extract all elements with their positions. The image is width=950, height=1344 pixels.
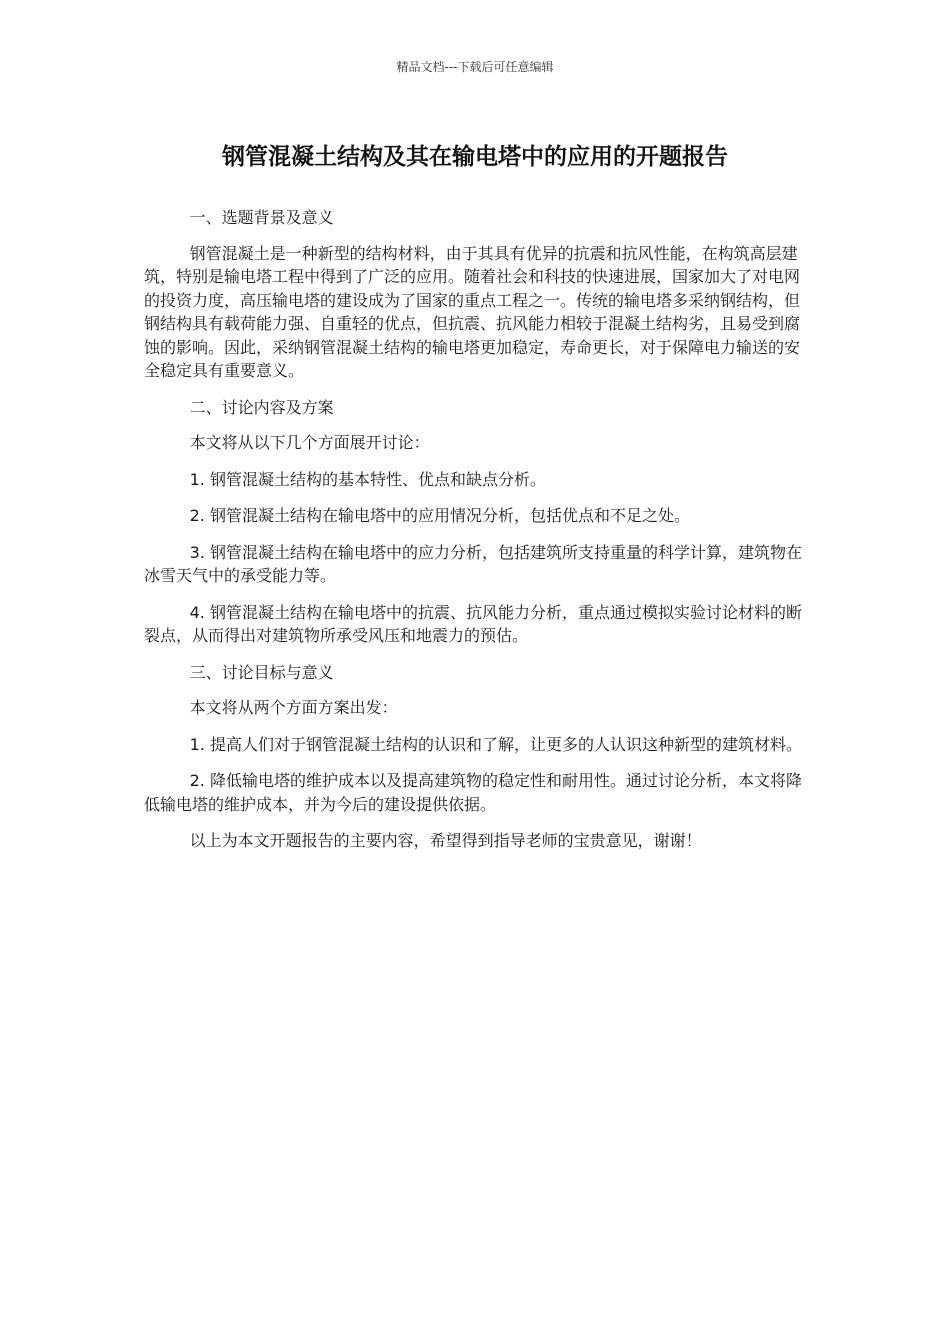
section-2-item-3: 3. 钢管混凝土结构在输电塔中的应力分析，包括建筑所支持重量的科学计算，建筑物在冰雪天气中的承受能力等。 [144,542,802,585]
section-2-heading: 二、讨论内容及方案 [189,397,334,417]
closing-paragraph: 以上为本文开题报告的主要内容，希望得到指导老师的宝贵意见，谢谢！ [189,831,702,850]
section-2-item-4: 4. 钢管混凝土结构在输电塔中的抗震、抗风能力分析，重点通过模拟实验讨论材料的断裂点，从而得出对建筑物所承受风压和地震力的预估。 [144,602,802,645]
section-2-intro: 本文将从以下几个方面展开讨论： [189,433,430,452]
section-1-heading: 一、选题背景及意义 [189,208,334,227]
document-body [144,206,806,866]
section-3-item-1: 1. 提高人们对于钢管混凝土结构的认识和了解，让更多的人认识这种新型的建筑材料。 [189,734,802,754]
section-2-item-2: 2. 钢管混凝土结构在输电塔中的应用情况分析，包括优点和不足之处。 [189,506,690,525]
section-2-item-1: 1. 钢管混凝土结构的基本特性、优点和缺点分析。 [189,469,546,489]
section-1-paragraph: 钢管混凝土是一种新型的结构材料，由于其具有优异的抗震和抗风性能，在构筑高层建筑，特别是输电塔工程中得到了广泛的应用。随着社会和科技的快速进展，国家加大了对电网的投资力度，高压输电塔的建设成为了国家的重点工程之一。传统的输电塔多采纳钢结构，但钢结构具有载荷能力强、自重轻的优点，但抗震、抗风能力相较于混凝土结构劣，且易受到腐蚀的影响。因此，采纳钢管混凝土结构的输电塔更加稳定，寿命更长，对于保障电力输送的安全稳定具有重要意义。 [144,243,801,380]
section-3-intro: 本文将从两个方面方案出发： [189,698,398,717]
section-3-heading: 三、讨论目标与意义 [189,662,334,682]
page-title: 钢管混凝土结构及其在输电塔中的应用的开题报告 [222,144,728,170]
section-3-item-2: 2. 降低输电塔的维护成本以及提高建筑物的稳定性和耐用性。通过讨论分析，本文将降低输电塔的维护成本，并为今后的建设提供依据。 [144,771,802,814]
page-header-note: 精品文档---下载后可任意编辑 [396,60,554,74]
